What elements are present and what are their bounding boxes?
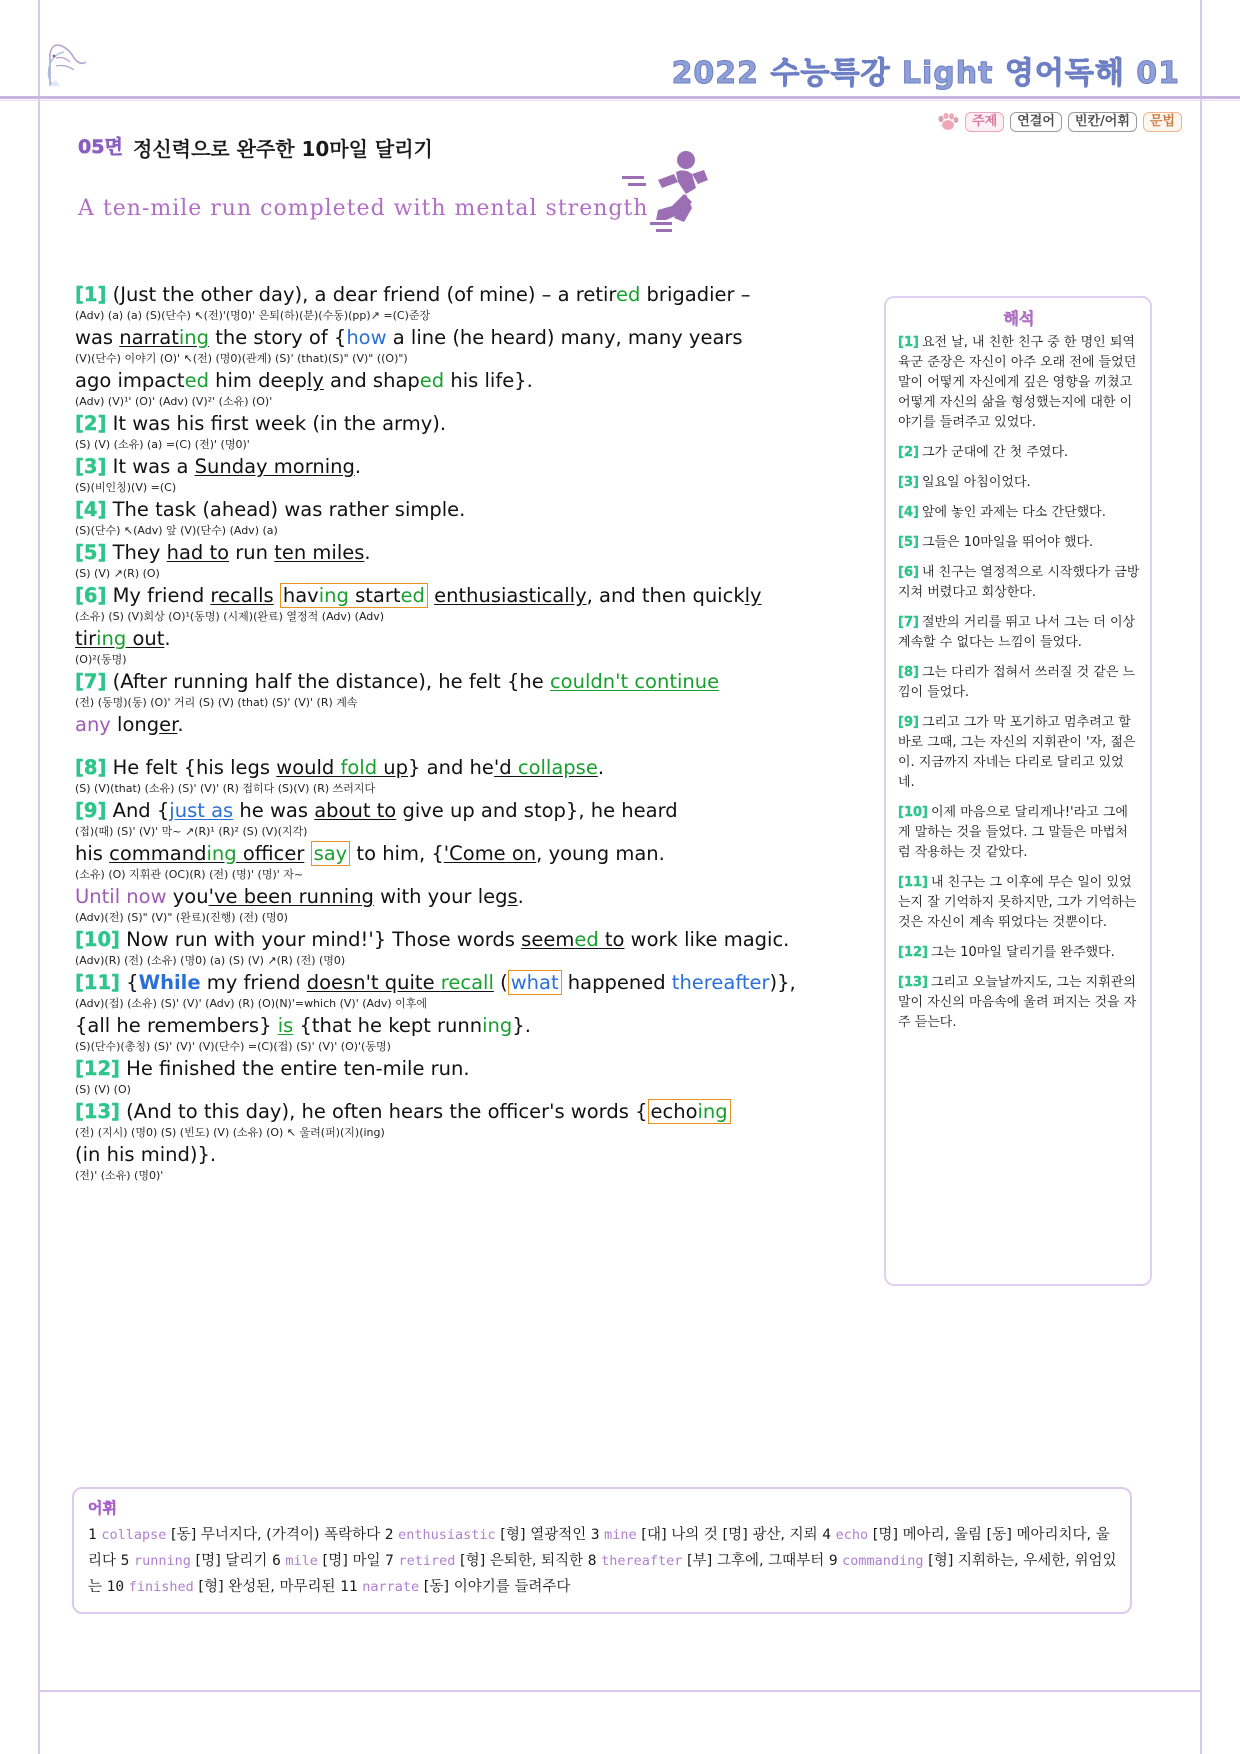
translation-number: [12]	[898, 945, 928, 960]
passage-sentence-line	[75, 798, 775, 840]
translation-text: 내 친구는 그 이후에 무슨 일이 있었는지 잘 기억하지 못하지만, 그가 기억하는 것은 자신이 계속 뛰었다는 것뿐이다.	[898, 875, 1137, 930]
english-line: ago impacted him deeply and shaped his life}.	[75, 369, 533, 392]
passage-body	[75, 282, 796, 1185]
passage-sentence-line	[75, 1142, 775, 1184]
annotation-line: (전)' (소유) (명0)'	[75, 1169, 164, 1182]
header-divider-secondary	[0, 100, 1240, 101]
badge-topic[interactable]: 주제	[965, 112, 1004, 132]
vocab-meaning: 무너지다, (가격이) 폭락하다	[200, 1527, 381, 1543]
page-tag: 05면	[78, 136, 123, 158]
vocab-meaning: 달리기	[225, 1553, 268, 1569]
translation-text: 그리고 그가 막 포기하고 멈추려고 할 바로 그때, 그는 자신의 지휘관이 '자, 젊은이. 지금까지 자네는 다리로 달리고 있었네.	[898, 715, 1136, 790]
annotation-line: (V)(단수) 이야기 (O)' ↖(전) (명0)(관계) (S)' (that)(S)" (V)" ((O)")	[75, 352, 408, 365]
translation-text: 그는 10마일 달리기를 완주했다.	[930, 945, 1115, 960]
passage-sentence-line	[75, 841, 775, 883]
vocab-pos: [명]	[872, 1527, 899, 1543]
passage-sentence-line	[75, 454, 775, 496]
translation-number: [4]	[898, 505, 919, 520]
vocab-pos: [명]	[322, 1553, 348, 1569]
passage-sentence-line	[75, 1013, 775, 1055]
translation-item	[898, 563, 1140, 603]
vocab-word: running	[133, 1553, 191, 1569]
running-person-icon	[600, 146, 720, 236]
translation-item	[898, 443, 1140, 463]
sentence-number: [1]	[75, 283, 107, 306]
passage-sentence-line	[75, 755, 775, 797]
annotation-line: (S)(단수) ↖(Adv) 앞 (V)(단수) (Adv) (a)	[75, 524, 278, 537]
english-line: [7] (After running half the distance), he felt {he couldn't continue	[75, 670, 720, 693]
vocab-word: enthusiastic	[398, 1527, 496, 1543]
translation-text: 그들은 10마일을 뛰어야 했다.	[921, 535, 1094, 550]
cat-logo-icon	[40, 36, 120, 92]
annotation-line	[75, 737, 775, 754]
lesson-title-korean: 정신력으로 완주한 10마일 달리기	[133, 137, 433, 161]
annotation-line: (Adv)(접) (소유) (S)' (V)' (Adv) (R) (O)(N)'=which (V)' (Adv) 이후에	[75, 997, 428, 1010]
translation-number: [1]	[898, 335, 919, 350]
passage-sentence-line	[75, 927, 790, 969]
vocabulary-list	[88, 1522, 1118, 1600]
page-border-bottom	[38, 1690, 1202, 1692]
translation-item	[898, 533, 1140, 553]
translation-item	[898, 943, 1140, 963]
translation-item	[898, 663, 1140, 703]
vocabulary-box	[72, 1487, 1132, 1614]
translation-text: 그는 다리가 접혀서 쓰러질 것 같은 느낌이 들었다.	[898, 665, 1136, 700]
translation-item	[898, 333, 1140, 433]
annotation-line: (S) (V) (소유) (a) =(C) (전)' (명0)'	[75, 438, 250, 451]
vocab-word: finished	[128, 1579, 194, 1595]
vocab-meaning: 그후에, 그때부터	[716, 1553, 825, 1569]
english-line: [10] Now run with your mind!'} Those words seemed to work like magic.	[75, 928, 790, 951]
vocab-number: 8	[587, 1553, 597, 1569]
vocab-number: 6	[272, 1553, 281, 1569]
vocab-number: 1	[88, 1527, 97, 1543]
vocab-word: mine	[604, 1527, 637, 1543]
english-line: [1] (Just the other day), a dear friend (of mine) – a retired brigadier –	[75, 283, 751, 306]
passage-sentence-line	[75, 282, 775, 324]
vocab-word: echo	[835, 1527, 869, 1543]
english-line: {all he remembers} is {that he kept running}.	[75, 1014, 531, 1037]
passage-sentence-line	[75, 884, 775, 926]
vocab-meaning: 메아리, 울림 [동] 메아리치다, 울리다	[88, 1527, 1110, 1569]
vocab-number: 3	[590, 1527, 600, 1543]
vocabulary-heading: 어휘	[88, 1499, 117, 1517]
translation-list	[898, 333, 1140, 1033]
vocab-number: 11	[340, 1579, 358, 1595]
vocab-meaning: 나의 것 [명] 광산, 지뢰	[671, 1527, 818, 1543]
annotation-line: (Adv) (V)¹' (O)' (Adv) (V)²' (소유) (O)'	[75, 395, 273, 408]
passage-sentence-line	[75, 1099, 775, 1141]
paw-print-icon	[937, 112, 959, 132]
english-line: [6] My friend recalls having started enthusiastically, and then quickly	[75, 584, 762, 607]
vocab-number: 2	[384, 1527, 394, 1543]
annotation-line: (전) (동명)(동) (O)' 거리 (S) (V) (that) (S)' (V)' (R) 계속	[75, 696, 358, 709]
sentence-number: [7]	[75, 670, 107, 693]
translation-item	[898, 873, 1140, 933]
translation-number: [2]	[898, 445, 919, 460]
english-line: [2] It was his first week (in the army).	[75, 412, 447, 435]
passage-sentence-line	[75, 626, 775, 668]
annotation-line: (소유) (S) (V)회상 (O)¹(동명) (시제)(완료) 열정적 (Adv) (Adv)	[75, 610, 385, 623]
translation-number: [6]	[898, 565, 919, 580]
translation-item	[898, 613, 1140, 653]
vocab-word: collapse	[101, 1527, 167, 1543]
vocab-pos: [부]	[687, 1553, 713, 1569]
passage-sentence-line	[75, 368, 775, 410]
sentence-number: [12]	[75, 1057, 120, 1080]
translation-number: [7]	[898, 615, 919, 630]
translation-number: [3]	[898, 475, 919, 490]
passage-sentence-line	[75, 540, 775, 582]
annotation-line: (Adv)(R) (전) (소유) (명0) (a) (S) (V) ↗(R) (전) (명0)	[75, 954, 346, 967]
vocab-meaning: 지휘하는, 우세한, 위엄있는	[88, 1553, 1117, 1595]
vocab-number: 4	[822, 1527, 831, 1543]
translation-number: [8]	[898, 665, 919, 680]
passage-sentence-line	[75, 583, 775, 625]
translation-item	[898, 503, 1140, 523]
english-line: [12] He finished the entire ten-mile run.	[75, 1057, 470, 1080]
vocab-number: 5	[120, 1553, 130, 1569]
translation-number: [9]	[898, 715, 919, 730]
annotation-line: (Adv) (a) (a) (S)(단수) ↖(전)'(명0)' 은퇴(하)(분)(수동)(pp)↗ =(C)준장	[75, 309, 431, 322]
translation-text: 그가 군대에 간 첫 주였다.	[921, 445, 1069, 460]
vocab-pos: [대]	[641, 1527, 667, 1543]
english-line: [13] (And to this day), he often hears the officer's words { echoing	[75, 1099, 775, 1124]
translation-number: [13]	[898, 975, 928, 990]
vocab-pos: [형]	[928, 1553, 954, 1569]
english-line: [11] {While my friend doesn't quite recall ( what happened thereafter)},	[75, 971, 796, 994]
translation-text: 이제 마음으로 달리게나!'라고 그에게 말하는 것을 들었다. 그 말들은 마법처럼 작용하는 것 같았다.	[898, 805, 1128, 860]
header-divider	[0, 96, 1240, 99]
english-line: any longer.	[75, 713, 184, 736]
vocab-pos: [동]	[170, 1527, 197, 1543]
annotation-line: (S)(비인칭)(V) =(C)	[75, 481, 177, 494]
vocab-number: 9	[828, 1553, 838, 1569]
translation-item	[898, 973, 1140, 1033]
vocab-pos: [형]	[459, 1553, 486, 1569]
vocab-word: narrate	[362, 1579, 420, 1595]
annotation-line: (소유) (O) 지휘관 (OC)(R) (전) (명)' (명)' 자~	[75, 868, 304, 881]
translation-number: [10]	[898, 805, 928, 820]
annotation-line: (O)²(동명)	[75, 653, 127, 666]
english-line: was narrating the story of {how a line (he heard) many, many years	[75, 326, 743, 349]
sentence-number: [4]	[75, 498, 107, 521]
sentence-number: [6]	[75, 584, 107, 607]
translation-box	[884, 296, 1152, 1286]
vocab-meaning: 완성된, 마무리된	[228, 1579, 336, 1595]
english-line: [3] It was a Sunday morning.	[75, 455, 362, 478]
vocab-pos: [형]	[500, 1527, 526, 1543]
english-line: (in his mind)}.	[75, 1143, 217, 1166]
english-line: tiring out.	[75, 627, 171, 650]
annotation-line: (Adv)(전) (S)" (V)" (완료)(진행) (전) (명0)	[75, 911, 288, 924]
vocab-word: thereafter	[601, 1553, 683, 1569]
english-line: [4] The task (ahead) was rather simple.	[75, 498, 466, 521]
vocab-pos: [명]	[195, 1553, 221, 1569]
translation-item	[898, 713, 1140, 793]
sentence-number: [8]	[75, 756, 107, 779]
english-line: [8] He felt {his legs would fold up} and he'd collapse.	[75, 756, 605, 779]
passage-sentence-line	[75, 712, 775, 754]
translation-item	[898, 473, 1140, 493]
vocab-pos: [동]	[423, 1579, 450, 1595]
translation-text: 절반의 거리를 뛰고 나서 그는 더 이상 계속할 수 없다는 느낌이 들었다.	[898, 615, 1136, 650]
translation-text: 앞에 놓인 과제는 다소 간단했다.	[921, 505, 1106, 520]
vocab-meaning: 은퇴한, 퇴직한	[489, 1553, 584, 1569]
lesson-title-english: A ten-mile run completed with mental strength	[78, 196, 649, 221]
vocab-number: 10	[106, 1579, 125, 1595]
annotation-line: (전) (지시) (명0) (S) (빈도) (V) (소유) (O) ↖ 울려(퍼)(지)(ing)	[75, 1126, 385, 1139]
document-title: 2022 수능특강 Light 영어독해 01	[671, 56, 1180, 91]
translation-text: 그리고 오늘날까지도, 그는 지휘관의 말이 자신의 마음속에 울려 퍼지는 것을 자주 듣는다.	[898, 975, 1137, 1030]
sentence-number: [3]	[75, 455, 107, 478]
page-border-right	[1200, 0, 1202, 1754]
page-border-left	[38, 0, 40, 1754]
english-line: [5] They had to run ten miles.	[75, 541, 371, 564]
annotation-line: (S) (V) ↗(R) (O)	[75, 567, 160, 580]
translation-text: 내 친구는 열정적으로 시작했다가 금방 지쳐 버렸다고 회상한다.	[898, 565, 1140, 600]
passage-sentence-line	[75, 970, 796, 1012]
vocab-word: mile	[285, 1553, 318, 1569]
vocab-word: retired	[398, 1553, 456, 1569]
vocab-pos: [형]	[198, 1579, 224, 1595]
badge-grammar[interactable]: 문법	[1143, 112, 1182, 132]
sentence-number: [10]	[75, 928, 120, 951]
translation-number: [11]	[898, 875, 928, 890]
sentence-number: [11]	[75, 971, 120, 994]
translation-text: 요전 날, 내 친한 친구 중 한 명인 퇴역 육군 준장은 자신이 아주 오래 전에 들었던 말이 어떻게 자신에게 깊은 영향을 끼쳤고 어떻게 자신의 삶을 형성했는지에 대한 이야기를 들려주고 있었다.	[898, 335, 1137, 430]
translation-text: 일요일 아침이었다.	[921, 475, 1031, 490]
vocab-meaning: 열광적인	[530, 1527, 587, 1543]
badge-row	[937, 112, 1182, 132]
vocab-meaning: 마일	[352, 1553, 381, 1569]
english-line: his commanding officer say to him, {'Come on, young man.	[75, 842, 665, 865]
passage-sentence-line	[75, 325, 775, 367]
sentence-number: [13]	[75, 1100, 120, 1123]
english-line: Until now you've been running with your legs.	[75, 885, 524, 908]
sentence-number: [2]	[75, 412, 107, 435]
annotation-line: (S) (V)(that) (소유) (S)' (V)' (R) 접히다 (S)(V) (R) 쓰러지다	[75, 782, 376, 795]
passage-sentence-line	[75, 669, 775, 711]
translation-heading: 해석	[1003, 309, 1035, 328]
badge-connective[interactable]: 연결어	[1010, 112, 1062, 132]
sentence-number: [5]	[75, 541, 107, 564]
annotation-line: (S) (V) (O)	[75, 1083, 131, 1096]
annotation-line: (S)(단수)(총칭) (S)' (V)' (V)(단수) =(C)(접) (S)' (V)' (O)'(동명)	[75, 1040, 391, 1053]
english-line: [9] And {just as he was about to give up and stop}, he heard	[75, 799, 678, 822]
annotation-line: (접)(때) (S)' (V)' 막~ ↗(R)¹ (R)² (S) (V)(지각)	[75, 825, 308, 838]
vocab-word: commanding	[842, 1553, 924, 1569]
vocab-number: 7	[385, 1553, 394, 1569]
translation-item	[898, 803, 1140, 863]
vocab-meaning: 이야기를 들려주다	[453, 1579, 571, 1595]
passage-sentence-line	[75, 497, 775, 539]
sentence-number: [9]	[75, 799, 107, 822]
badge-blank-vocab[interactable]: 빈칸/어휘	[1068, 112, 1137, 132]
translation-number: [5]	[898, 535, 919, 550]
passage-sentence-line	[75, 1056, 775, 1098]
passage-sentence-line	[75, 411, 775, 453]
